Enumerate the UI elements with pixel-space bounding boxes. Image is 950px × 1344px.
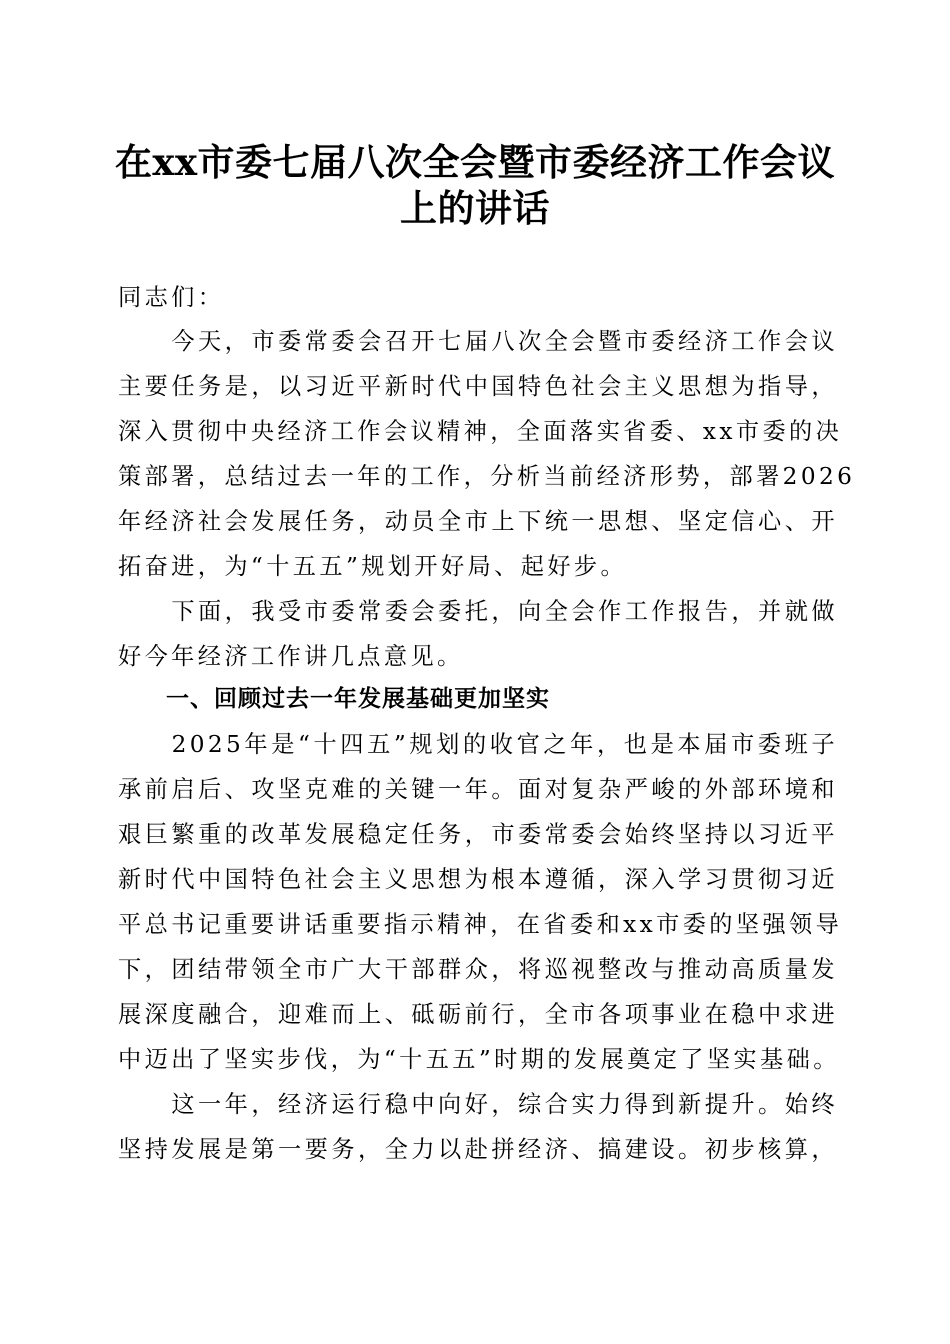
section-heading: 一、回顾过去一年发展基础更加坚实 bbox=[118, 686, 550, 712]
paragraph-line: 艰巨繁重的改革发展稳定任务，市委常委会始终坚持以习近平 bbox=[118, 821, 838, 848]
salutation: 同志们： bbox=[118, 284, 225, 311]
paragraph-line: 深入贯彻中央经济工作会议精神，全面落实省委、xx市委的决 bbox=[118, 418, 843, 445]
paragraph-line: 策部署，总结过去一年的工作，分析当前经济形势，部署2026 bbox=[118, 463, 856, 490]
paragraph-line: 拓奋进，为“十五五”规划开好局、起好步。 bbox=[118, 553, 628, 580]
document-title-line-1: 在xx市委七届八次全会暨市委经济工作会议 bbox=[114, 140, 836, 184]
paragraph-line: 这一年，经济运行稳中向好，综合实力得到新提升。始终 bbox=[118, 1091, 838, 1118]
paragraph-line: 2025年是“十四五”规划的收官之年，也是本届市委班子 bbox=[118, 731, 838, 758]
paragraph-line: 主要任务是，以习近平新时代中国特色社会主义思想为指导， bbox=[118, 373, 838, 400]
paragraph-line: 下，团结带领全市广大干部群众，将巡视整改与推动高质量发 bbox=[118, 956, 838, 983]
paragraph-line: 中迈出了坚实步伐，为“十五五”时期的发展奠定了坚实基础。 bbox=[118, 1046, 840, 1073]
paragraph-line: 展深度融合，迎难而上、砥砺前行，全市各项事业在稳中求进 bbox=[118, 1001, 838, 1028]
paragraph-line: 承前启后、攻坚克难的关键一年。面对复杂严峻的外部环境和 bbox=[118, 776, 838, 803]
paragraph-line: 好今年经济工作讲几点意见。 bbox=[118, 643, 464, 670]
paragraph-line: 下面，我受市委常委会委托，向全会作工作报告，并就做 bbox=[118, 598, 838, 625]
paragraph-line: 坚持发展是第一要务，全力以赴拼经济、搞建设。初步核算， bbox=[118, 1136, 838, 1163]
paragraph-line: 今天，市委常委会召开七届八次全会暨市委经济工作会议 bbox=[118, 328, 838, 355]
paragraph-line: 平总书记重要讲话重要指示精神，在省委和xx市委的坚强领导 bbox=[118, 911, 843, 938]
paragraph-line: 年经济社会发展任务，动员全市上下统一思想、坚定信心、开 bbox=[118, 508, 838, 535]
paragraph-line: 新时代中国特色社会主义思想为根本遵循，深入学习贯彻习近 bbox=[118, 866, 838, 893]
document-title-line-2: 上的讲话 bbox=[400, 186, 550, 230]
